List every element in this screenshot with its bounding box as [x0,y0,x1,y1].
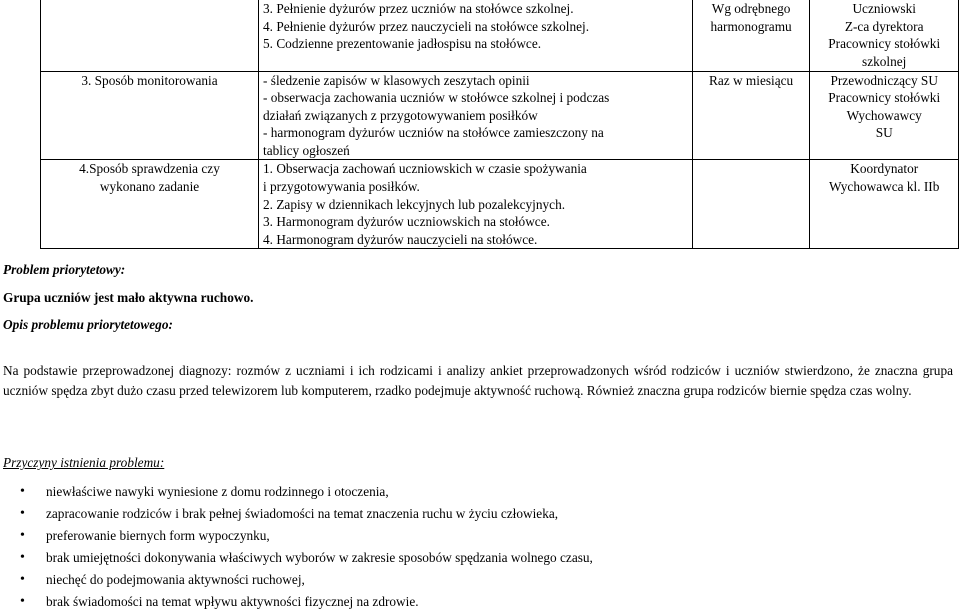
causes-label: Przyczyny istnienia problemu: [3,455,165,470]
method-line: tablicy ogłoszeń [263,142,350,158]
check-line: 4. Harmonogram dyżurów nauczycieli na stołówce. [263,231,538,247]
description-label: Opis problemu priorytetowego: [3,317,173,332]
cause-item: • preferowanie biernych form wypoczynku, [46,525,593,547]
check-line: 2. Zapisy w dziennikach lekcyjnych lub pozalekcyjnych. [263,196,566,212]
responsible-line: Uczniowski [852,1,916,16]
cell-responsible [810,0,959,71]
responsible-line: Koordynator [850,161,919,177]
cell-label-check [41,160,259,249]
responsible-line: Pracownicy stołówki [828,36,941,52]
method-line: - harmonogram dyżurów uczniów na stołówce zamieszczony na [263,125,604,141]
cell-check-responsible [810,160,959,249]
priority-label: Problem priorytetowy: [3,262,126,277]
term-line: harmonogramu [710,18,792,34]
description-text: Na podstawie przeprowadzonej diagnozy: rozmów z uczniami i ich rodzicami i analizy ankiet przeprowadzonych wśród rodziców i uczniów stwierdzono, że znaczna grupa uczniów spędza zbyt dużo czasu przed telewizorem lub komputerem, rzadko podejmuje aktywność ruchową. Również znaczna grupa rodziców biernie spędza czas wolny. [3,363,953,398]
row-label: wykonano zadanie [99,179,200,195]
cell-monitoring-responsible [810,71,959,160]
frequency-line: Raz w miesiącu [709,72,794,88]
plan-table [40,0,959,249]
table-row-top [41,0,959,71]
responsible-line: Z-ca dyrektora [844,18,924,34]
check-line: 1. Obserwacja zachowań uczniowskich w czasie spożywania [263,161,587,177]
check-line: i przygotowywania posiłków. [263,179,420,195]
cell-label-empty [41,0,259,71]
cause-item: • brak świadomości na temat wpływu aktywności fizycznej na zdrowie. [46,591,593,613]
cell-term [692,0,810,71]
priority-problem: Grupa uczniów jest mało aktywna ruchowo. [3,290,254,305]
cell-check-term [692,160,810,249]
cell-frequency [692,71,810,160]
cell-check-methods [259,160,693,249]
method-line: - obserwacja zachowania uczniów w stołówce szkolnej i podczas [263,90,610,106]
table-row-check [41,160,959,249]
table-row-monitoring [41,71,959,160]
responsible-line: Wychowawca kl. IIb [829,179,940,195]
responsible-line: SU [875,125,893,141]
cell-monitoring-methods [259,71,693,160]
task-line: 5. Codzienne prezentowanie jadłospisu na stołówce. [263,36,542,52]
cause-item: • niewłaściwe nawyki wyniesione z domu rodzinnego i otoczenia, [46,481,593,503]
task-line: 3. Pełnienie dyżurów przez uczniów na stołówce szkolnej. [263,1,574,16]
check-line: 3. Harmonogram dyżurów uczniowskich na stołówce. [263,214,550,230]
responsible-line: szkolnej [862,53,907,69]
term-line: Wg odrębnego [711,1,791,16]
row-label: 3. Sposób monitorowania [81,72,218,88]
cause-item: • brak umiejętności dokonywania właściwych wyborów w zakresie sposobów spędzania wolnego czasu, [46,547,593,569]
cause-item: • zapracowanie rodziców i brak pełnej świadomości na temat znaczenia ruchu w życiu człowieka, [46,503,593,525]
cell-tasks [259,0,693,71]
responsible-line: Pracownicy stołówki [828,90,941,106]
task-line: 4. Pełnienie dyżurów przez nauczycieli na stołówce szkolnej. [263,18,590,34]
method-line: - śledzenie zapisów w klasowych zeszytach opinii [263,72,530,88]
method-line: działań związanych z przygotowywaniem posiłków [263,107,538,123]
causes-list [0,481,593,613]
responsible-line: Wychowawcy [846,107,922,123]
cause-item: • niechęć do podejmowania aktywności ruchowej, [46,569,593,591]
row-label: 4.Sposób sprawdzenia czy [79,161,220,177]
cell-label-monitoring [41,71,259,160]
responsible-line: Przewodniczący SU [830,72,938,88]
